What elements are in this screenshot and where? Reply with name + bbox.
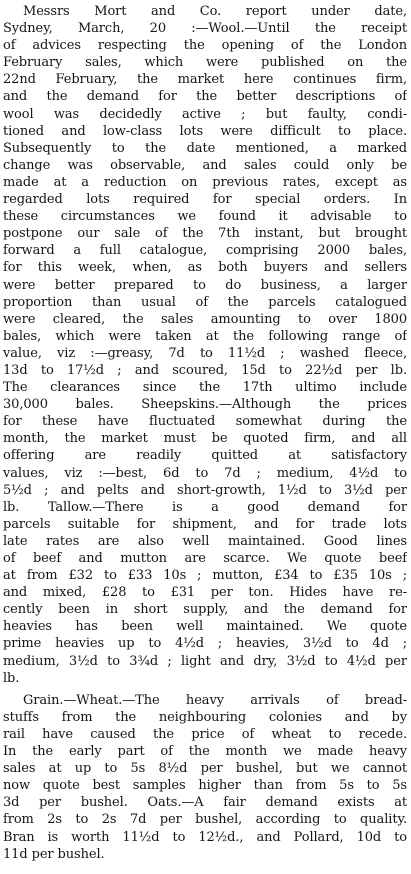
text-line: value, viz :—greasy, 7d to 11½d ; washed fleece,: [3, 345, 407, 361]
text-line: cently been in short supply, and the demand for: [3, 602, 407, 618]
text-line: and the demand for the better descriptions of: [3, 89, 407, 105]
text-line: heavies has been well maintained. We quote: [3, 619, 407, 635]
text-line: month, the market must be quoted firm, and all: [3, 431, 407, 447]
text-line: of beef and mutton are scarce. We quote beef: [3, 551, 407, 566]
text-line: rail have caused the price of wheat to recede.: [3, 726, 407, 742]
text-line: 22nd February, the market here continues firm,: [3, 72, 407, 88]
text-line: forward a full catalogue, comprising 2000 bales,: [3, 243, 407, 259]
text-line: Sydney, March, 20 :—Wool.—Until the receipt: [3, 21, 407, 37]
wool-market-paragraph: [3, 3, 407, 687]
text-line: for these have fluctuated somewhat during the: [3, 414, 407, 430]
text-line: were better prepared to do business, a larger: [3, 277, 407, 293]
text-line: 3d per bushel. Oats.—A fair demand exists at: [3, 795, 407, 811]
text-line: regarded lots required for special orders. In: [3, 192, 407, 208]
text-line: medium, 3½d to 3¾d ; light and dry, 3½d to 4½d per: [3, 653, 407, 669]
text-line: and mixed, £28 to £31 per ton. Hides have re-: [3, 585, 407, 601]
text-line: late rates are also well maintained. Good lines: [3, 533, 407, 549]
text-line: from 2s to 2s 7d per bushel, according to quality.: [3, 812, 407, 828]
text-line: lb. Tallow.—There is a good demand for: [3, 499, 407, 515]
text-line: 11d per bushel.: [3, 846, 105, 862]
text-line: sales at up to 5s 8½d per bushel, but we cannot: [3, 761, 407, 777]
text-line: 5½d ; and pelts and short-growth, 1½d to 3½d per: [3, 482, 407, 498]
text-line: 30,000 bales. Sheepskins.—Although the prices: [3, 397, 407, 413]
grain-market-paragraph: [3, 692, 407, 863]
text-line: at from £32 to £33 10s ; mutton, £34 to £35 10s ;: [3, 568, 407, 584]
text-line: stuffs from the neighbouring colonies and by: [3, 709, 407, 725]
text-line: now quote best samples higher than from 5s to 5s: [3, 778, 407, 794]
text-line: were cleared, the sales amounting to over 1800: [3, 311, 407, 327]
text-line: prime heavies up to 4½d ; heavies, 3½d to 4d ;: [3, 636, 407, 652]
text-line: proportion than usual of the parcels catalogued: [3, 294, 407, 310]
text-line: lb.: [3, 670, 20, 686]
text-line: bales, which were taken at the following range of: [3, 328, 407, 344]
text-line: parcels suitable for shipment, and for trade lots: [3, 516, 407, 532]
text-line: values, viz :—best, 6d to 7d ; medium, 4½d to: [3, 465, 407, 481]
text-line: Messrs Mort and Co. report under date,: [23, 4, 407, 19]
text-line: change was observable, and sales could only be: [3, 157, 407, 173]
text-line: postpone our sale of the 7th instant, but brought: [3, 226, 407, 242]
text-line: tioned and low-class lots were difficult to place.: [3, 123, 407, 139]
text-line: Subsequently to the date mentioned, a marked: [3, 140, 407, 156]
text-line: offering are readily quitted at satisfactory: [3, 448, 407, 464]
text-line: The clearances since the 17th ultimo include: [3, 380, 407, 396]
text-line: wool was decidedly active ; but faulty, condi-: [3, 106, 407, 122]
text-line: Bran is worth 11½d to 12½d., and Pollard, 10d to: [3, 829, 407, 845]
text-line: In the early part of the month we made heavy: [3, 744, 407, 760]
text-line: for this week, when, as both buyers and sellers: [3, 260, 407, 276]
text-line: these circumstances we found it advisable to: [3, 209, 407, 225]
text-line: Grain.—Wheat.—The heavy arrivals of bread-: [23, 692, 407, 708]
text-line: February sales, which were published on the: [3, 55, 407, 71]
text-line: 13d to 17½d ; and scoured, 15d to 22½d per lb.: [3, 362, 407, 378]
text-line: made at a reduction on previous rates, except as: [3, 174, 407, 190]
text-line: of advices respecting the opening of the London: [3, 38, 407, 54]
